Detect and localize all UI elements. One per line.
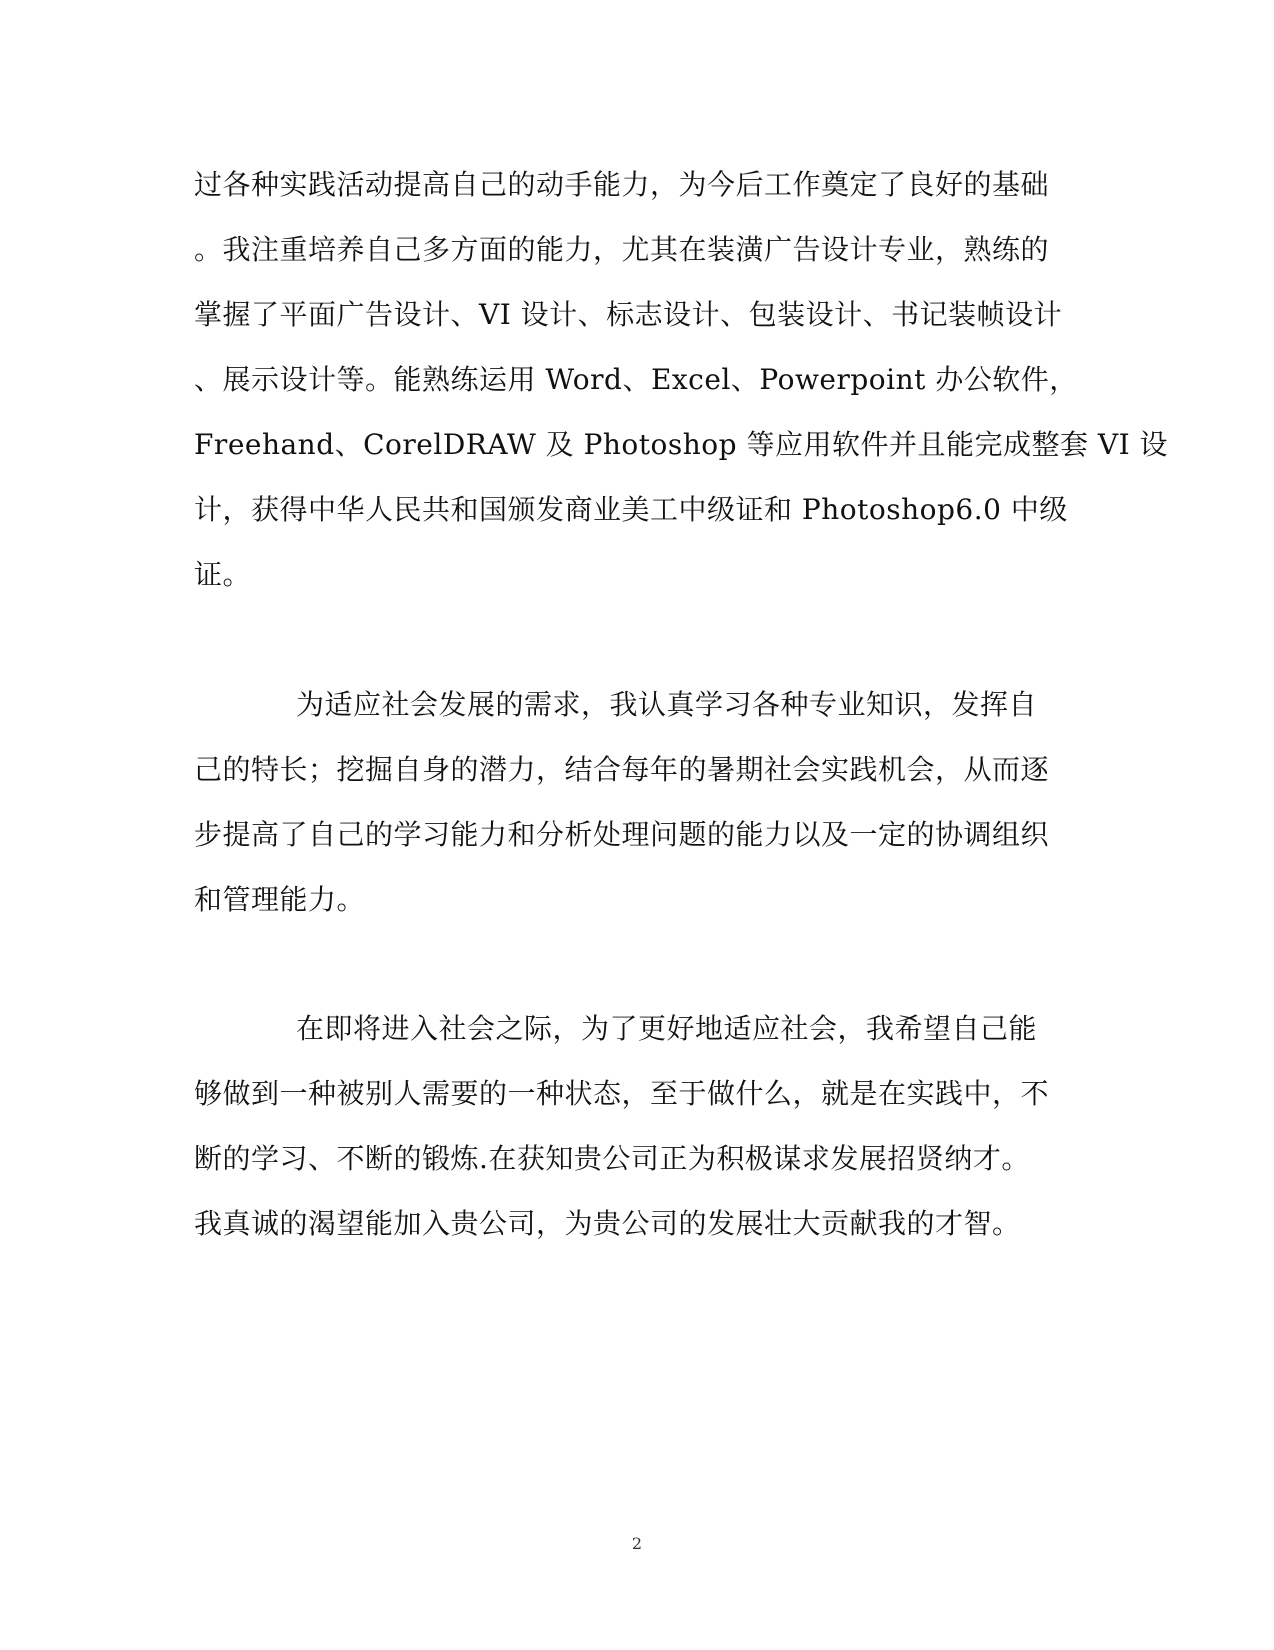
paragraph-development [194, 672, 1074, 932]
paragraph-line: 在即将进入社会之际，为了更好地适应社会，我希望自己能 [296, 1012, 1038, 1045]
paragraph-aspiration [194, 996, 1074, 1256]
paragraph-line: 步提高了自己的学习能力和分析处理问题的能力以及一定的协调组织 [194, 818, 1050, 851]
paragraph-line: 证。 [194, 558, 252, 591]
paragraph-line: 掌握了平面广告设计、VI 设计、标志设计、包装设计、书记装帧设计 [194, 298, 1063, 331]
paragraph-line: 够做到一种被别人需要的一种状态，至于做什么，就是在实践中，不 [194, 1077, 1050, 1110]
paragraph-line: 、展示设计等。能熟练运用 Word、Excel、Powerpoint 办公软件， [194, 363, 1078, 396]
paragraph-line: 和管理能力。 [194, 883, 366, 916]
paragraph-line: 我真诚的渴望能加入贵公司，为贵公司的发展壮大贡献我的才智。 [194, 1207, 1021, 1240]
paragraph-line: Freehand、CorelDRAW 及 Photoshop 等应用软件并且能完成整套 VI 设 [194, 428, 1169, 461]
page-number: 2 [631, 1534, 643, 1553]
paragraph-line: 过各种实践活动提高自己的动手能力，为今后工作奠定了良好的基础 [194, 168, 1050, 201]
paragraph-skills [194, 152, 1169, 607]
paragraph-line: 断的学习、不断的锻炼.在获知贵公司正为积极谋求发展招贤纳才。 [194, 1142, 1030, 1175]
paragraph-line: 为适应社会发展的需求，我认真学习各种专业知识，发挥自 [296, 688, 1038, 721]
paragraph-line: 。我注重培养自己多方面的能力，尤其在装潢广告设计专业，熟练的 [194, 233, 1050, 266]
paragraph-line: 计，获得中华人民共和国颁发商业美工中级证和 Photoshop6.0 中级 [194, 493, 1068, 526]
paragraph-line: 己的特长；挖掘自身的潜力，结合每年的暑期社会实践机会，从而逐 [194, 753, 1050, 786]
